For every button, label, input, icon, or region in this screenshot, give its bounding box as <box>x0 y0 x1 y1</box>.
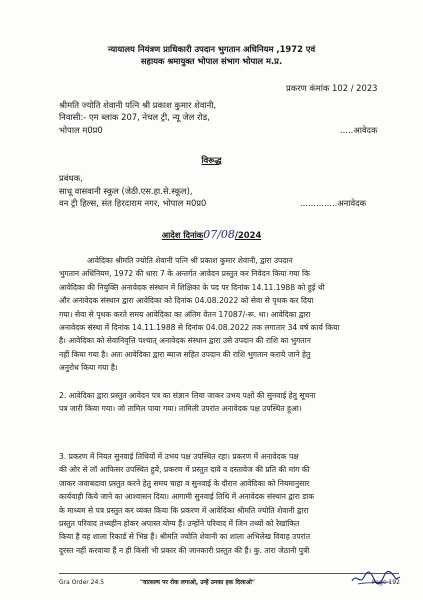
court-header-line1: न्यायालय नियंत्रण प्राधिकारी उपदान भुगतान अधिनियम ,1972 एवं <box>107 44 316 54</box>
case-number: प्रकरण कंमांक 102 / 2023 <box>286 83 378 93</box>
applicant-role: .....आवेदक <box>340 125 378 135</box>
signature-scribble <box>350 567 402 589</box>
applicant-city: भोपाल म0प्र0 <box>59 125 103 135</box>
respondent-address: वन ट्री हिल्स, संत हिरदाराम नगर, भोपाल म0प्र0 <box>59 198 207 208</box>
respondent-title: प्रबंधक, <box>59 173 83 183</box>
order-label: आदेश दिनांक <box>161 230 204 240</box>
footer-rule <box>59 573 399 574</box>
respondent-role: ..............अनावेदक <box>300 198 367 208</box>
footer-page-number: Page 192 <box>372 579 400 586</box>
order-date-line <box>0 229 423 241</box>
paragraph-3: 3. प्रकरण में नियत सुनवाई तिथियों में उभय पक्ष उपस्थित रहा। प्रकरण में अनावेदक पक्ष की ओर से लॉ आफिसर उपस्थित हुये, प्रकरण में प्रस्तुत दावे व दस्तावेज की प्रति की मांग की जाकर जवाबदावा प्रस्तुत करने हेतु समय चाहा व सुनवाई के दौरान आवेदिका को नियमानुसार कार्यवाही किये जाने का आश्वासन दिया। आगामी सुनवाई तिथि में अनावेदक संस्थान द्वारा डाक के माध्यम से पत्र प्रस्तुत कर व्यक्त किया कि प्रकरण में आवेदिका श्रीमति ज्योति शेवानी द्वारा प्रस्तुत परिवाद तथ्यहीन होकर अपास्त योग्य हैं। उन्होंने परिवाद में जिन तथ्यों को रेखांकित किया है वह शाला रिकार्ड से भिन्न हैं। श्रीमति ज्योति शेवानी का शाला अभिलेख विवाह उपरांत दुरस्त नहीं करवाया हैं न ही किसी भी प्रकार की जानकारी प्रस्तुत की हैं। कु. तारा जेठानी पुत्री <box>59 452 315 555</box>
versus-heading: विरूद्ध <box>201 155 222 165</box>
applicant-address: निवासी:- एम ब्लाक 207, नेचल ट्री, न्यू जेल रोड, <box>59 112 210 122</box>
respondent-school: साधू वासवानी स्कूल (जेठी.एस.हा.से.स्कूल), <box>59 186 193 196</box>
footer-form-code: Gra Order 24.5 <box>59 579 105 586</box>
applicant-name: श्रीमति ज्योति शेवानी पत्नि श्री प्रकाश कुमार शेवानी, <box>59 100 217 110</box>
court-header-line2: सहायक श्रमायुक्त भोपाल संभाग भोपाल म.प्र. <box>140 56 283 66</box>
paragraph-2: 2. आवेदिका द्वारा प्रस्तुत आवेदन पत्र का संज्ञान लिया जाकर उभय पक्षों की सुनवाई हेतु सूचना पत्र जारी किया गया। जो तामिल पाया गया। तामिली उपरांत अनावेदक पक्ष उपस्थित हुआ। <box>59 391 316 414</box>
footer-slogan: "वात्सल्य पर रोक लगाओ, उन्हें उनका हक दिलाओ" <box>140 579 255 586</box>
order-year: /2024 <box>234 230 262 240</box>
paragraph-1: आवेदिका श्रीमति ज्योति शेवानी पत्नि श्री प्रकाश कुमार शेवानी, द्वारा उपदान भुगतान अधिनियम, 1972 की धारा 7 के अन्तर्गत आवेदन प्रस्तुत कर निवेदन किया गया कि आवेदिका की नियुक्ति अनावेदक संस्थान में शिक्षिका के पद पर दिनांक 14.11.1988 को हुई थी और अनावेदक संस्थान द्वारा आवेदिका को दिनांक 04.08.2022 को सेवा से पृथक कर दिया गया। सेवा से पृथक करते समय आवेदिका का अंतिम वेतन 17087/-रू. था। आवेदिका द्वारा अनावेदक संस्था में दिनांक 14.11.1988 से दिनांक 04.08.2022 तक लगातार 34 वर्ष कार्य किया है। आवेदिका को सेवानिवृत्ति पश्चात् अनावेदक संस्थान द्वारा उसे उपदान की राशि का भुगतान नहीं किया गया है। अतः आवेदिका द्वारा ब्याज सहित उपदान की राशि भुगतान कराये जाने हेतु अनुरोध किया गया है। <box>59 256 340 373</box>
order-date-handwritten: 07/08 <box>203 228 235 241</box>
